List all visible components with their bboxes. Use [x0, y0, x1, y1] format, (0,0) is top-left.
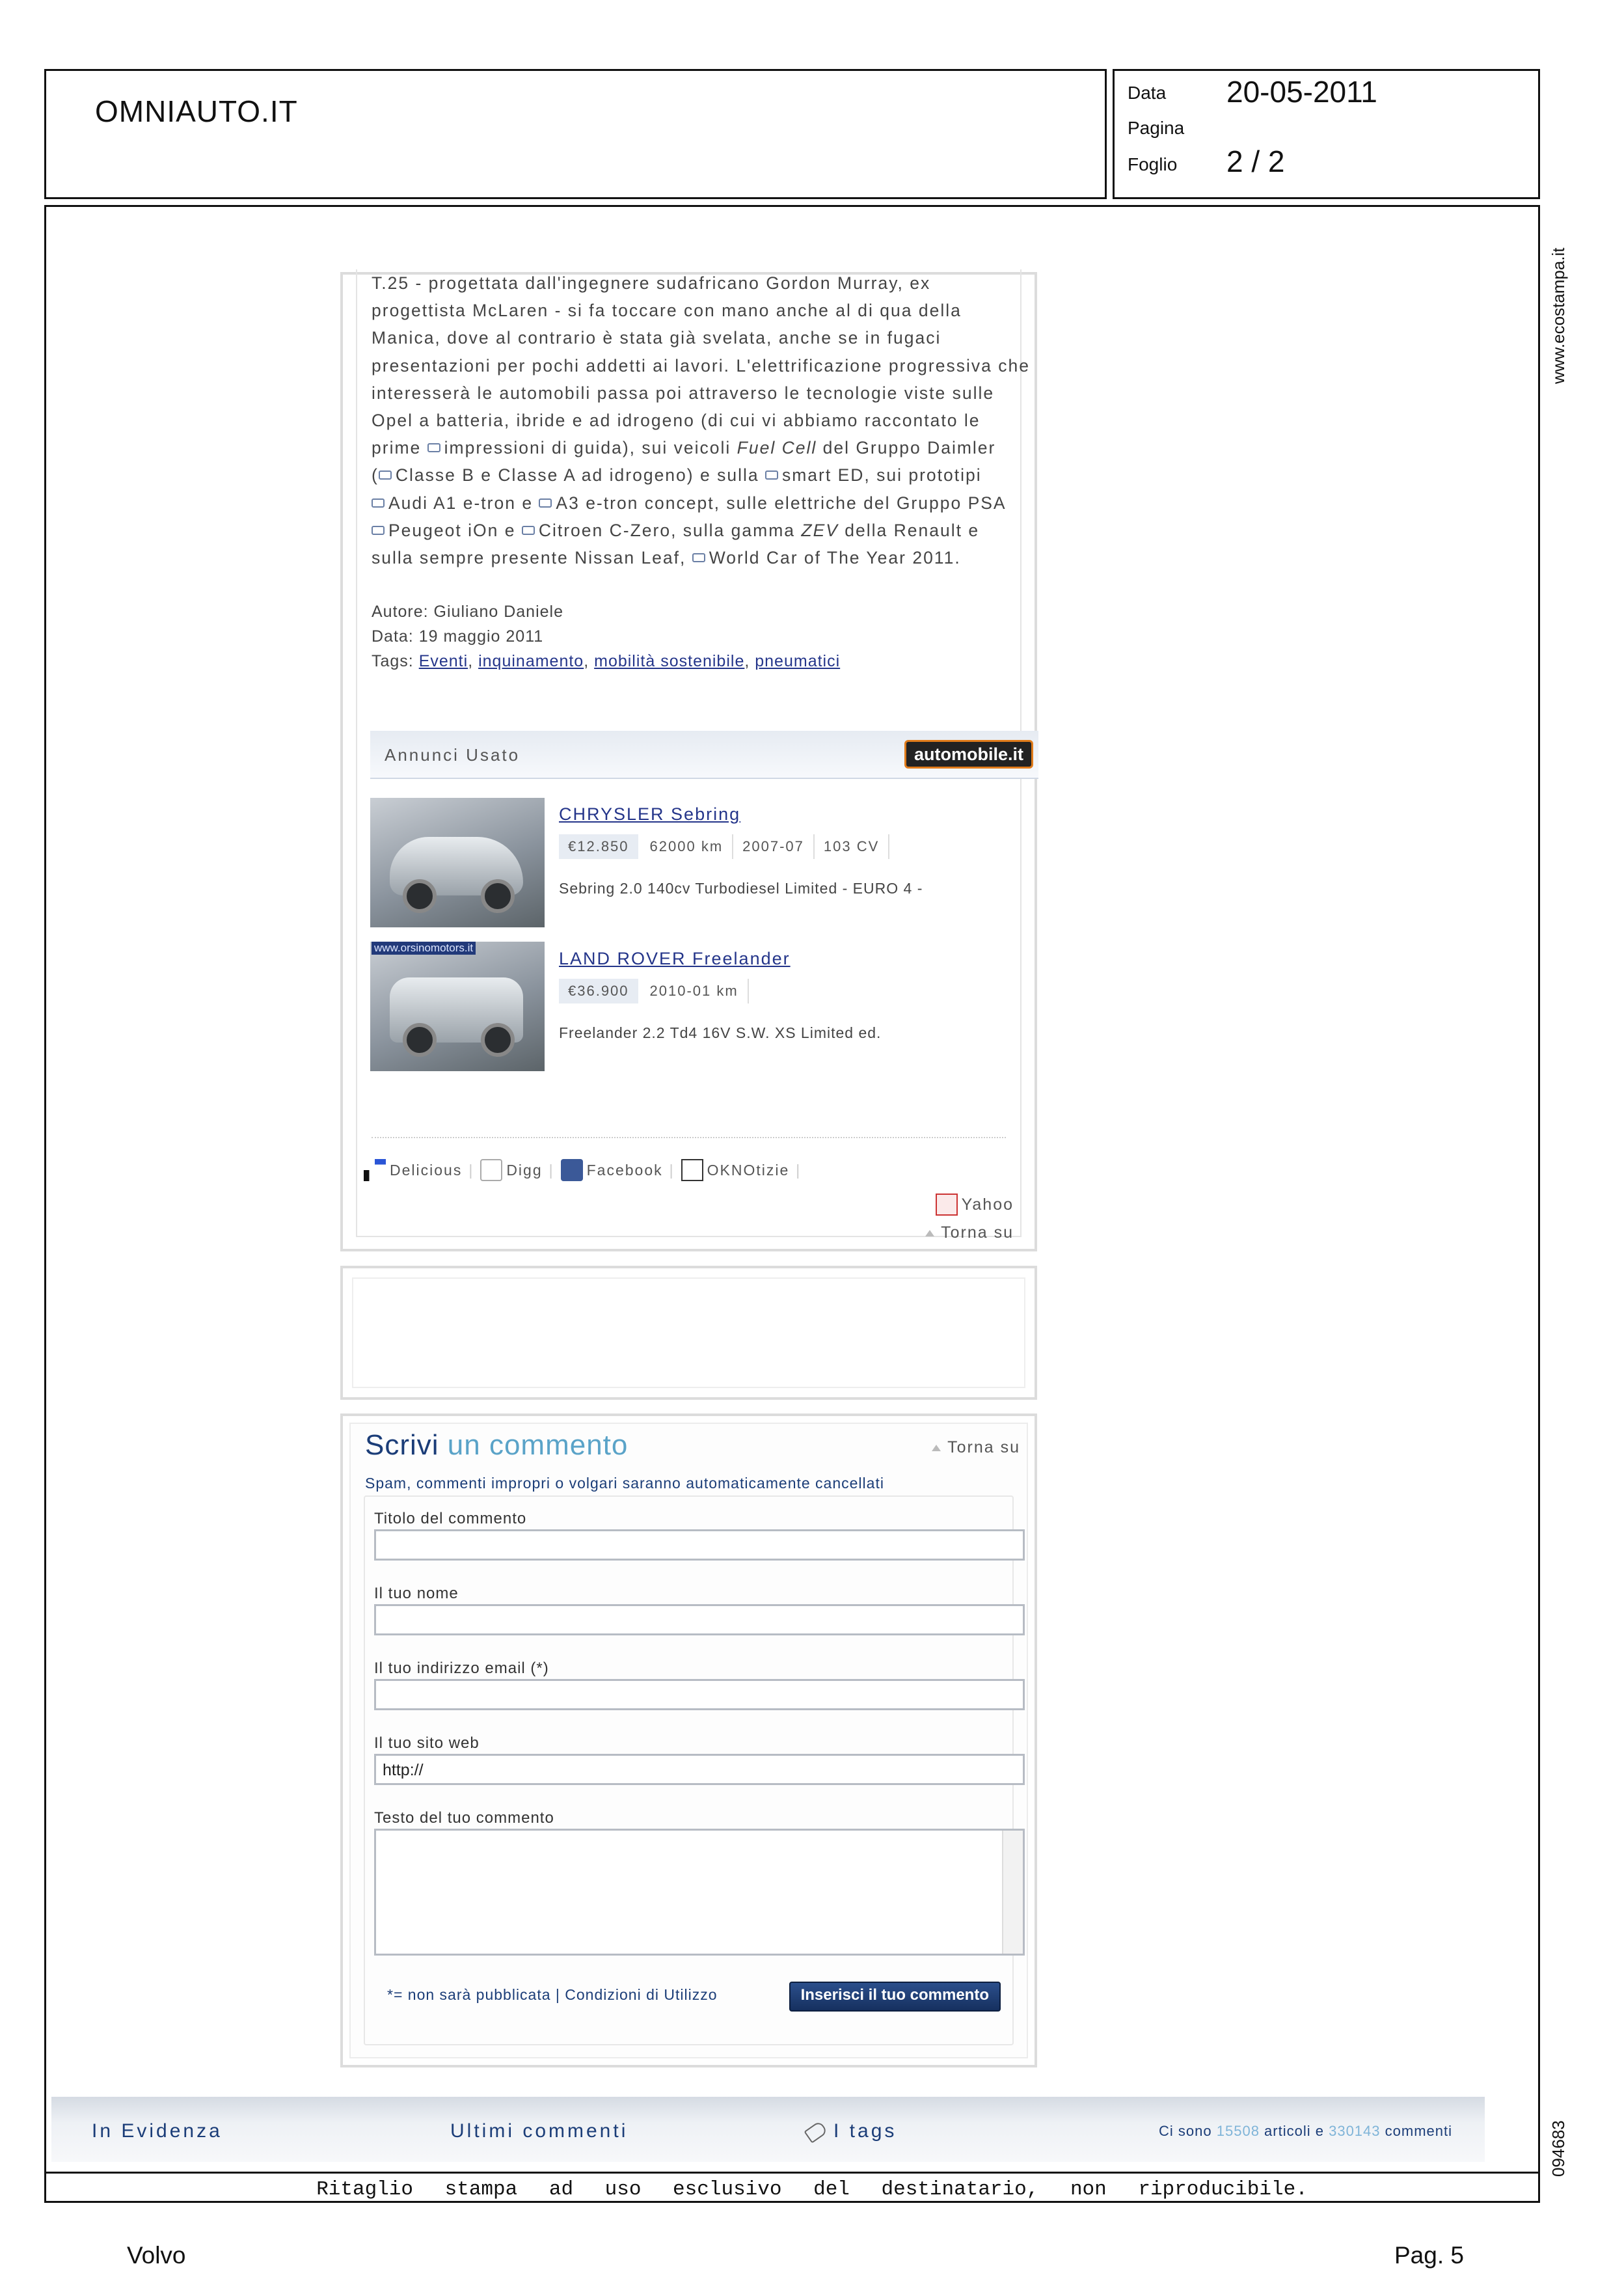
footer-tags[interactable]: I tags — [806, 2120, 897, 2142]
article-date: Data: 19 maggio 2011 — [372, 627, 544, 646]
foglio-value: 2 / 2 — [1226, 144, 1285, 178]
footer-ultimi-commenti[interactable]: Ultimi commenti — [450, 2120, 629, 2142]
car-date: 2010-01 km — [641, 979, 749, 1003]
label-email: Il tuo indirizzo email (*) — [374, 1659, 549, 1677]
car-chips-landrover — [559, 979, 749, 1003]
data-label: Data — [1128, 83, 1167, 103]
car-price: €12.850 — [559, 834, 638, 859]
empty-ad-box — [340, 1266, 1037, 1400]
car-photo-chrysler[interactable] — [370, 798, 545, 927]
link-audi-a1[interactable]: Audi A1 e-tron — [388, 493, 516, 513]
spam-warning: Spam, commenti impropri o volgari saranno automaticamente cancellati — [365, 1475, 884, 1492]
clip-code: 094683 — [1549, 2120, 1568, 2177]
input-nome[interactable] — [374, 1604, 1025, 1635]
link-icon — [539, 498, 552, 508]
share-digg[interactable]: Digg — [506, 1161, 543, 1179]
page-footer-right: Pag. 5 — [1394, 2242, 1464, 2269]
tag-mobilita[interactable]: mobilità sostenibile — [594, 652, 745, 670]
textarea-testo[interactable] — [374, 1829, 1025, 1956]
social-divider — [372, 1137, 1006, 1138]
header-meta-box — [1113, 69, 1540, 199]
link-icon — [372, 498, 385, 508]
label-titolo: Titolo del commento — [374, 1510, 527, 1527]
delicious-icon — [364, 1159, 386, 1181]
car-price: €36.900 — [559, 979, 638, 1003]
input-email[interactable] — [374, 1679, 1025, 1710]
car-km: 62000 km — [641, 834, 734, 859]
arrow-up-icon — [925, 1230, 934, 1236]
link-icon — [372, 526, 385, 535]
link-impressioni[interactable]: impressioni di guida — [444, 438, 623, 458]
input-sito[interactable]: http:// — [374, 1754, 1025, 1785]
annunci-usato-header — [370, 731, 1038, 779]
link-icon — [379, 471, 392, 480]
article-text: T.25 - progettata dall'ingegnere sudafricano Gordon Murray, ex progettista McLaren - si fa toccare con mano anche al di qua della Manica, dove al contrario è stata già svelata, anche se in fugaci presentazioni per pochi addetti ai lavori. L'elettrificazione progressiva che interesserà le automobili passa poi attraverso le tecnologie viste sulle Opel a batteria, ibride e ad idrogeno (di cui vi abbiamo raccontato le prime impressioni di guida), sui veicoli Fuel Cell del Gruppo Daimler ( Classe B e Classe A ad idrogeno) e sulla smart ED, sui prototipi Audi A1 e-tron e A3 e-tron concept, sulle elettriche del Gruppo PSA Peugeot iOn e Citroen C-Zero, sulla gamma ZEV della Renault e sulla sempre presente Nissan Leaf, World Car of The Year 2011. — [372, 273, 1030, 568]
form-title: Scrivi un commento — [365, 1429, 629, 1461]
facebook-icon — [561, 1159, 583, 1181]
car-date: 2007-07 — [733, 834, 815, 859]
share-oknotizie[interactable]: OKNOtizie — [707, 1161, 790, 1179]
form-torna-su[interactable]: Torna su — [932, 1438, 1020, 1457]
submit-comment-button[interactable]: Inserisci il tuo commento — [789, 1982, 1001, 2012]
article-column — [340, 272, 1037, 1251]
textarea-scrollbar[interactable] — [1002, 1831, 1023, 1954]
form-note: *= non sarà pubblicata | Condizioni di Utilizzo — [387, 1986, 718, 2003]
publication-name: OMNIAUTO.IT — [95, 94, 298, 128]
car-title-landrover[interactable]: LAND ROVER Freelander — [559, 949, 791, 968]
link-icon — [522, 526, 535, 535]
tag-inquinamento[interactable]: inquinamento — [478, 652, 584, 670]
label-sito: Il tuo sito web — [374, 1734, 480, 1752]
footer-in-evidenza[interactable]: In Evidenza — [92, 2120, 223, 2142]
share-delicious[interactable]: Delicious — [390, 1161, 463, 1179]
link-icon — [692, 553, 705, 562]
automobile-it-logo[interactable]: automobile.it — [904, 740, 1033, 769]
digg-icon — [480, 1159, 502, 1181]
footer-stats: Ci sono 15508 articoli e 330143 commenti — [1159, 2123, 1452, 2139]
car-title-chrysler[interactable]: CHRYSLER Sebring — [559, 804, 741, 824]
torna-su-link[interactable]: Torna su — [925, 1223, 1014, 1242]
link-a3[interactable]: A3 e-tron concept — [556, 493, 714, 513]
ecostampa-url: www.ecostampa.it — [1549, 247, 1568, 384]
share-yahoo[interactable]: Yahoo — [961, 1195, 1014, 1214]
tag-eventi[interactable]: Eventi — [418, 652, 468, 670]
annunci-label: Annunci Usato — [385, 745, 521, 765]
clip-notice: Ritaglio stampa ad uso esclusivo del destinatario, non riproducibile. — [316, 2178, 1308, 2201]
input-titolo[interactable] — [374, 1529, 1025, 1561]
car-chips-chrysler — [559, 834, 889, 859]
tag-icon — [804, 2120, 828, 2143]
yahoo-icon — [936, 1194, 958, 1216]
label-testo: Testo del tuo commento — [374, 1809, 554, 1827]
car-photo-landrover[interactable] — [370, 942, 545, 1071]
label-nome: Il tuo nome — [374, 1585, 459, 1602]
link-classe-b[interactable]: Classe B e Classe A ad idrogeno — [395, 465, 687, 485]
oknotizie-icon — [681, 1159, 703, 1181]
car-desc-landrover: Freelander 2.2 Td4 16V S.W. XS Limited ed. — [559, 1024, 882, 1041]
share-facebook[interactable]: Facebook — [586, 1161, 663, 1179]
data-value: 20-05-2011 — [1226, 75, 1377, 109]
site-footer-bar — [51, 2097, 1485, 2162]
clip-separator — [44, 2172, 1540, 2174]
pagina-label: Pagina — [1128, 118, 1185, 138]
article-body — [356, 269, 1030, 1242]
link-smart-ed[interactable]: smart ED — [781, 465, 865, 485]
link-peugeot[interactable]: Peugeot iOn — [388, 520, 499, 540]
car-photo-label: www.orsinomotors.it — [372, 942, 476, 955]
arrow-up-icon — [932, 1445, 941, 1451]
social-bar: Delicious | Digg | Facebook | OKNOtizie | — [364, 1159, 807, 1181]
tag-pneumatici[interactable]: pneumatici — [755, 652, 841, 670]
link-wcoty[interactable]: World Car of The Year 2011 — [709, 548, 955, 568]
header-title-box — [44, 69, 1107, 199]
link-icon — [765, 471, 778, 480]
form-fieldset — [364, 1495, 1014, 2045]
link-citroen[interactable]: Citroen C-Zero — [538, 520, 671, 540]
car-desc-chrysler: Sebring 2.0 140cv Turbodiesel Limited - EURO 4 - — [559, 880, 923, 897]
car-power: 103 CV — [815, 834, 889, 859]
article-tags: Tags: Eventi, inquinamento, mobilità sostenibile, pneumatici — [372, 652, 841, 670]
foglio-label: Foglio — [1128, 154, 1178, 174]
page-footer-left: Volvo — [127, 2242, 186, 2269]
article-author: Autore: Giuliano Daniele — [372, 603, 563, 621]
share-yahoo-row — [936, 1194, 1014, 1216]
comment-form — [340, 1413, 1037, 2067]
link-icon — [427, 443, 440, 452]
